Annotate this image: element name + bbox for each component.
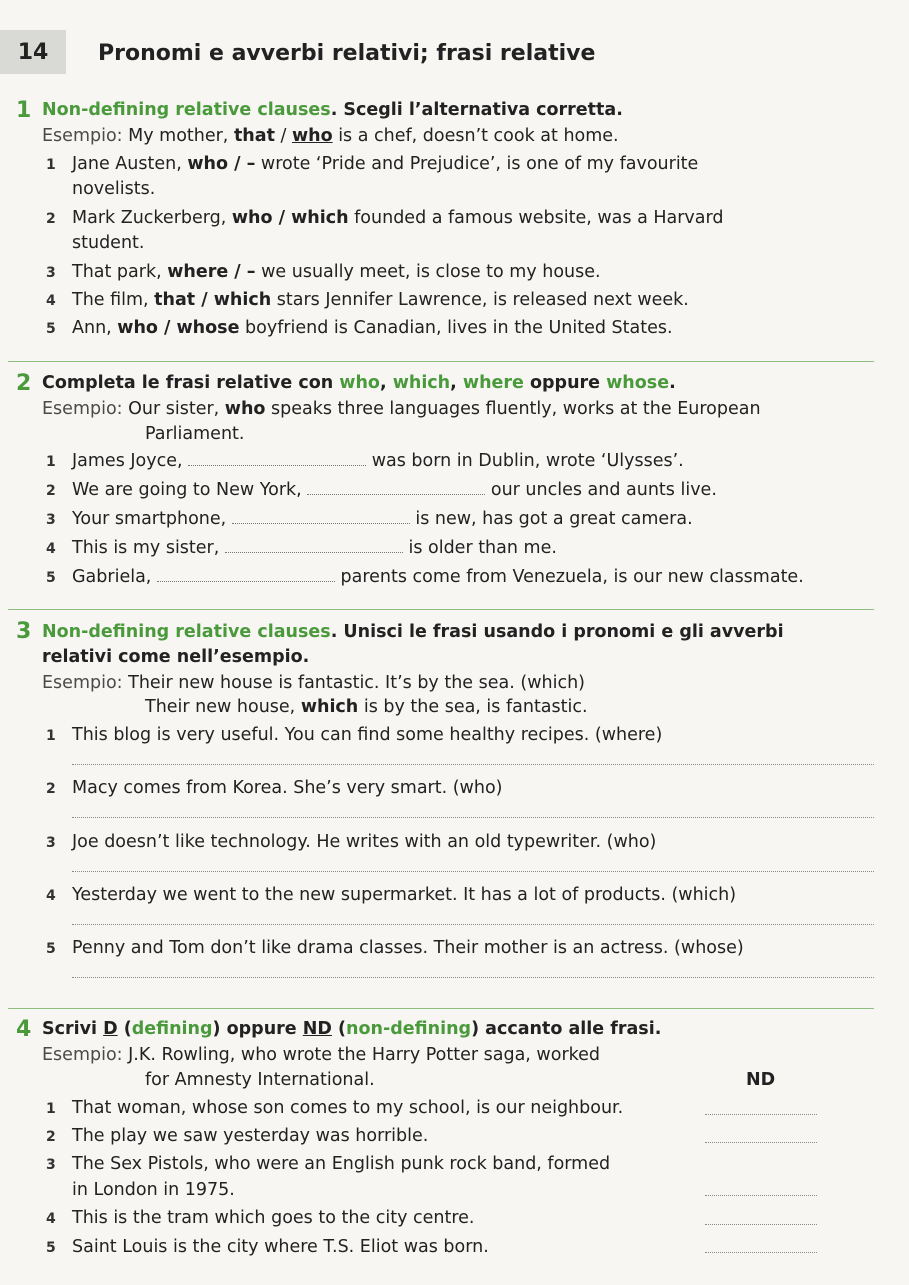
exercise-3-item-2: Macy comes from Korea. She’s very smart. (who) [72, 778, 503, 798]
exercise-3-number: 3 [16, 619, 32, 644]
answer-line[interactable] [72, 871, 874, 872]
item-number: 1 [46, 157, 56, 173]
exercise-1-item-5[interactable]: Ann, who / whose boyfriend is Canadian, lives in the United States. [72, 318, 673, 338]
item-number: 3 [46, 512, 56, 528]
item-number: 2 [46, 1129, 56, 1145]
exercise-2-item-5: Gabriela, parents come from Venezuela, is our new classmate. [72, 567, 804, 587]
page-title: Pronomi e avverbi relativi; frasi relative [98, 41, 596, 66]
answer-blank[interactable] [307, 480, 485, 495]
exercise-3-item-3: Joe doesn’t like technology. He writes with an old typewriter. (who) [72, 832, 657, 852]
item-number: 5 [46, 941, 56, 957]
answer-line[interactable] [705, 1114, 817, 1115]
exercise-1-item-4[interactable]: The film, that / which stars Jennifer Lawrence, is released next week. [72, 290, 689, 310]
exercise-3-example: Esempio: Their new house is fantastic. It’s by the sea. (which) [42, 673, 585, 693]
exercise-2-item-4: This is my sister, is older than me. [72, 538, 557, 558]
exercise-2-item-1: James Joyce, was born in Dublin, wrote ‘Ulysses’. [72, 451, 684, 471]
item-number: 4 [46, 293, 56, 309]
exercise-1-item-2[interactable]: Mark Zuckerberg, who / which founded a famous website, was a Harvard [72, 208, 724, 228]
item-number: 4 [46, 541, 56, 557]
exercise-4-example-cont: for Amnesty International. [145, 1070, 375, 1090]
exercise-4-example: Esempio: J.K. Rowling, who wrote the Harry Potter saga, worked [42, 1045, 601, 1065]
exercise-3-instructions-cont: relativi come nell’esempio. [42, 647, 310, 667]
exercise-1-item-3[interactable]: That park, where / – we usually meet, is close to my house. [72, 262, 601, 282]
exercise-4-item-2: The play we saw yesterday was horrible. [72, 1126, 429, 1146]
exercise-4-instructions: Scrivi D (defining) oppure ND (non-defining) accanto alle frasi. [42, 1019, 662, 1039]
exercise-3-item-5: Penny and Tom don’t like drama classes. Their mother is an actress. (whose) [72, 938, 744, 958]
exercise-4-item-5: Saint Louis is the city where T.S. Eliot was born. [72, 1237, 489, 1257]
exercise-1-example: Esempio: My mother, that / who is a chef, doesn’t cook at home. [42, 126, 619, 146]
item-number: 4 [46, 1211, 56, 1227]
exercise-4-item-1: That woman, whose son comes to my school, is our neighbour. [72, 1098, 624, 1118]
answer-line[interactable] [705, 1195, 817, 1196]
item-number: 3 [46, 265, 56, 281]
exercise-2-item-3: Your smartphone, is new, has got a great camera. [72, 509, 693, 529]
exercise-1-item-2-cont: student. [72, 233, 145, 253]
exercise-2-instructions: Completa le frasi relative con who, which, where oppure whose. [42, 373, 676, 393]
item-number: 2 [46, 781, 56, 797]
item-number: 1 [46, 454, 56, 470]
exercise-3-item-1: This blog is very useful. You can find some healthy recipes. (where) [72, 725, 663, 745]
answer-line[interactable] [72, 764, 874, 765]
item-number: 1 [46, 1101, 56, 1117]
exercise-4-example-answer: ND [746, 1070, 776, 1090]
exercise-1-item-1[interactable]: Jane Austen, who / – wrote ‘Pride and Prejudice’, is one of my favourite [72, 154, 699, 174]
answer-line[interactable] [72, 924, 874, 925]
item-number: 3 [46, 1157, 56, 1173]
exercise-4-item-3-cont: in London in 1975. [72, 1180, 235, 1200]
item-number: 5 [46, 1240, 56, 1256]
item-number: 5 [46, 570, 56, 586]
exercise-1-number: 1 [16, 98, 32, 123]
exercise-2-number: 2 [16, 371, 32, 396]
section-divider [8, 361, 874, 362]
exercise-2-item-2: We are going to New York, our uncles and aunts live. [72, 480, 717, 500]
exercise-4-number: 4 [16, 1017, 32, 1042]
item-number: 3 [46, 835, 56, 851]
answer-blank[interactable] [225, 538, 403, 553]
exercise-4-item-3: The Sex Pistols, who were an English punk rock band, formed [72, 1154, 611, 1174]
answer-blank[interactable] [232, 509, 410, 524]
exercise-1-item-1-cont: novelists. [72, 179, 156, 199]
answer-blank[interactable] [157, 567, 335, 582]
item-number: 2 [46, 211, 56, 227]
exercise-2-example: Esempio: Our sister, who speaks three languages fluently, works at the European [42, 399, 761, 419]
exercise-3-item-4: Yesterday we went to the new supermarket. It has a lot of products. (which) [72, 885, 737, 905]
item-number: 4 [46, 888, 56, 904]
exercise-3-example-answer: Their new house, which is by the sea, is fantastic. [145, 697, 588, 717]
answer-line[interactable] [705, 1224, 817, 1225]
section-divider [8, 1008, 874, 1009]
exercise-1-instructions: Non-defining relative clauses. Scegli l’alternativa corretta. [42, 100, 623, 120]
answer-line[interactable] [72, 817, 874, 818]
unit-number: 14 [0, 30, 66, 74]
item-number: 1 [46, 728, 56, 744]
section-divider [8, 609, 874, 610]
answer-line[interactable] [705, 1252, 817, 1253]
answer-line[interactable] [705, 1142, 817, 1143]
exercise-3-instructions: Non-defining relative clauses. Unisci le frasi usando i pronomi e gli avverbi [42, 622, 784, 642]
item-number: 2 [46, 483, 56, 499]
answer-blank[interactable] [188, 451, 366, 466]
exercise-4-item-4: This is the tram which goes to the city centre. [72, 1208, 475, 1228]
answer-line[interactable] [72, 977, 874, 978]
item-number: 5 [46, 321, 56, 337]
exercise-2-example-cont: Parliament. [145, 424, 245, 444]
